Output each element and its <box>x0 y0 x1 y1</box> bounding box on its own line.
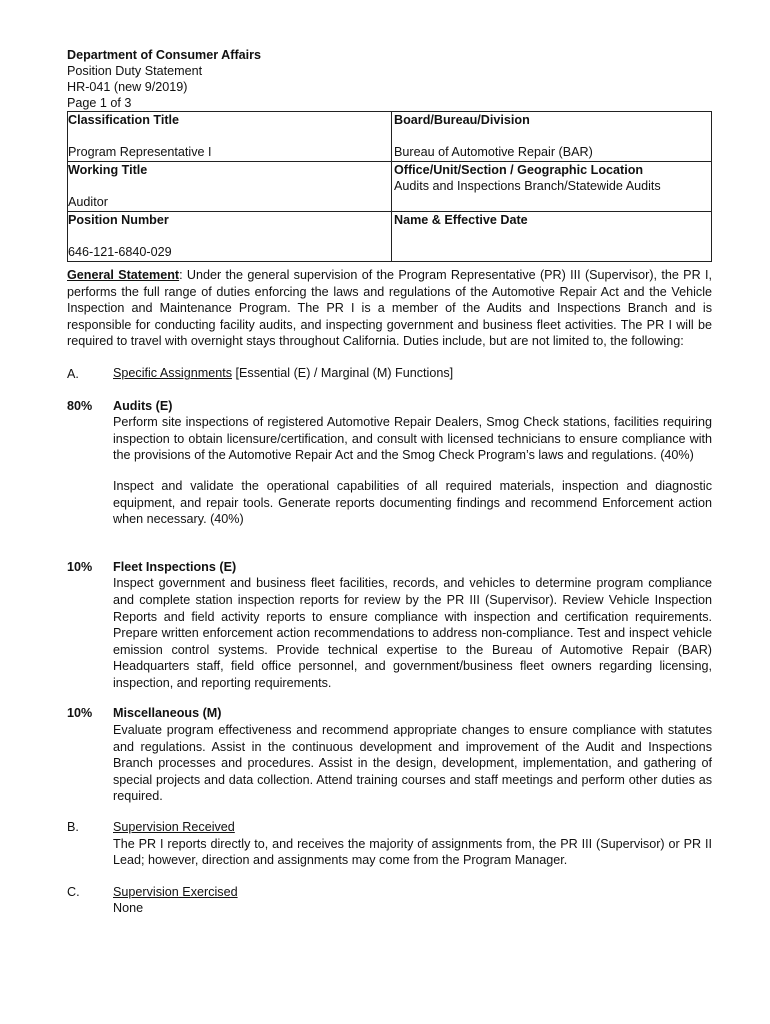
section-a-letter: A. <box>67 366 79 381</box>
duty-title: Audits (E) <box>113 398 173 413</box>
section-b-letter: B. <box>67 820 79 835</box>
board-cell <box>392 112 712 162</box>
name-date-label: Name & Effective Date <box>394 213 528 227</box>
general-statement <box>67 267 712 350</box>
section-c-letter: C. <box>67 884 80 899</box>
section-b-title: Supervision Received <box>113 820 235 835</box>
position-number-value: 646-121-6840-029 <box>68 245 172 259</box>
board-value: Bureau of Automotive Repair (BAR) <box>394 145 593 159</box>
document-header <box>67 47 712 111</box>
document-title: Position Duty Statement <box>67 64 203 78</box>
office-value: Audits and Inspections Branch/Statewide Audits <box>394 179 661 193</box>
duty-audits <box>67 398 712 528</box>
section-b <box>67 819 712 869</box>
duty-paragraph: Perform site inspections of registered Automotive Repair Dealers, Smog Check stations, facilities requiring inspection to obtain licensure/certification, and consult with licensed technicians to ensure compliance with the provisions of the Automotive Repair Act and the Smog Check Program’s laws and regulations. (40%) <box>113 415 712 463</box>
section-b-text: The PR I reports directly to, and receives the majority of assignments from, the PR III (Supervisor) or PR II Lead; however, direction and assignments may come from the Program Manager. <box>113 836 712 868</box>
duty-fleet-inspections <box>67 559 712 692</box>
duty-percent: 80% <box>67 398 93 413</box>
duty-paragraph: Inspect government and business fleet facilities, records, and vehicles to determine program compliance and complete station inspection reports for review by the PR III (Supervisor). Review Vehicle Inspection Reports and field activity reports to ensure compliance with inspection and certification requirements. Prepare written enforcement action recommendations to address non-compliance. Test and inspect vehicle emission control systems. Provide technical expertise to the Bureau of Automotive Repair (BAR) Headquarters staff, field office personnel, and government/business fleet owners regarding licensing, inspection, and reporting requirements. <box>113 576 712 690</box>
office-label: Office/Unit/Section / Geographic Location <box>394 163 644 177</box>
duty-title: Miscellaneous (M) <box>113 706 222 721</box>
section-c <box>67 884 712 917</box>
office-cell <box>392 162 712 212</box>
duty-paragraph: Evaluate program effectiveness and recommend appropriate changes to ensure compliance with statutes and regulations. Assist in the continuous development and improvement of the Audit and Inspections Branch processes and procedures. Assist in the design, development, implementation, and gathering of special projects and data collection. Attend training courses and staff meetings and perform other duties as required. <box>113 723 712 804</box>
classification-label: Classification Title <box>68 113 180 127</box>
general-statement-label: General Statement <box>67 268 180 282</box>
board-label: Board/Bureau/Division <box>394 113 530 127</box>
page-number: Page 1 of 3 <box>67 96 132 110</box>
working-title-value: Auditor <box>68 195 108 209</box>
working-title-label: Working Title <box>68 163 148 177</box>
duty-miscellaneous <box>67 705 712 805</box>
classification-value: Program Representative I <box>68 145 212 159</box>
general-statement-text: : Under the general supervision of the Program Representative (PR) III (Supervisor), the PR I, performs the full range of duties enforcing the laws and regulations of the Automotive Repair Act and the Vehicle Inspection and Maintenance Program. The PR I is a member of the Audits and Inspections Branch and is responsible for conducting facility audits, and inspecting government and business fleet activities. The PR I will be required to travel with overnight stays throughout California. Duties include, but are not limited to, the following: <box>67 268 712 349</box>
name-date-cell <box>392 212 712 262</box>
department-name: Department of Consumer Affairs <box>67 48 262 62</box>
section-a-title: Specific Assignments <box>113 365 232 380</box>
section-a-suffix: [Essential (E) / Marginal (M) Functions] <box>232 365 454 380</box>
document-page <box>67 47 712 917</box>
position-info-table <box>67 111 712 262</box>
duty-title: Fleet Inspections (E) <box>113 559 237 574</box>
position-number-cell <box>68 212 392 262</box>
section-c-text: None <box>113 901 144 916</box>
duty-paragraph: Inspect and validate the operational capabilities of all required materials, inspection and diagnostic equipment, and repair tools. Generate reports documenting findings and recommend Enforcement action when necessary. (40%) <box>113 478 712 527</box>
form-code: HR-041 (new 9/2019) <box>67 80 188 94</box>
working-title-cell <box>68 162 392 212</box>
section-a <box>67 366 712 383</box>
duty-percent: 10% <box>67 559 93 574</box>
duty-percent: 10% <box>67 706 93 721</box>
classification-cell <box>68 112 392 162</box>
section-c-title: Supervision Exercised <box>113 884 238 899</box>
position-number-label: Position Number <box>68 213 169 227</box>
